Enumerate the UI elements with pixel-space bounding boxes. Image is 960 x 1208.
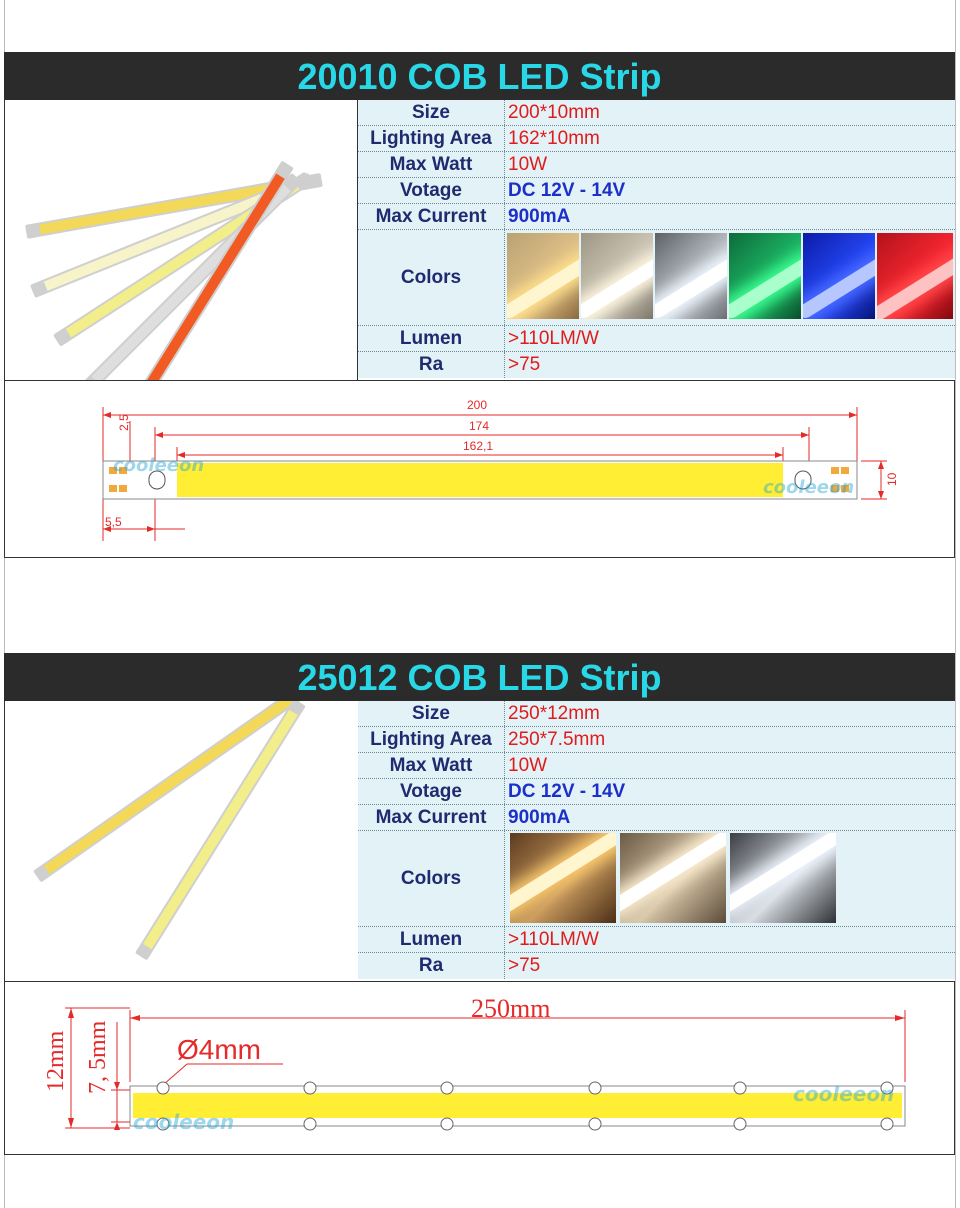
right-border-line bbox=[955, 0, 956, 1208]
spec-row-max-watt bbox=[358, 753, 955, 779]
product-photo bbox=[4, 701, 358, 981]
spec-value: 10W bbox=[508, 153, 548, 175]
color-swatch-warm-white bbox=[510, 833, 616, 923]
spec-label: Votage bbox=[358, 779, 505, 804]
spec-label: Lighting Area bbox=[358, 126, 505, 151]
product-section-25012 bbox=[4, 653, 955, 1155]
dim-label-height: 12mm bbox=[43, 1030, 69, 1092]
spec-label: Max Current bbox=[358, 805, 505, 830]
spec-value: DC 12V - 14V bbox=[508, 780, 626, 802]
spec-row-lighting-area bbox=[358, 727, 955, 753]
spec-label: Votage bbox=[358, 178, 505, 203]
spec-label: Lighting Area bbox=[358, 727, 505, 752]
spec-value: 900mA bbox=[508, 806, 571, 828]
dim-label-small-height: 2,5 bbox=[117, 414, 131, 431]
spec-row-voltage bbox=[358, 178, 955, 204]
spec-row-ra bbox=[358, 352, 955, 378]
spec-value: DC 12V - 14V bbox=[508, 179, 626, 201]
watermark-logo: cooleeon bbox=[793, 1082, 895, 1106]
spec-value: 10W bbox=[508, 754, 548, 776]
dim-label-length: 250mm bbox=[471, 994, 551, 1023]
strips-photo-graphic bbox=[5, 701, 359, 981]
spec-label: Max Watt bbox=[358, 753, 505, 778]
spec-row-voltage bbox=[358, 779, 955, 805]
dim-label-hole: Ø4mm bbox=[177, 1034, 261, 1065]
dim-label-inner: 174 bbox=[469, 419, 490, 433]
watermark-logo: cooleeon bbox=[113, 455, 205, 476]
color-swatch-cold-white bbox=[655, 233, 727, 319]
spec-label: Ra bbox=[358, 352, 505, 378]
spec-label: Max Watt bbox=[358, 152, 505, 177]
spec-value: 200*10mm bbox=[508, 101, 600, 123]
spec-value: >110LM/W bbox=[508, 928, 599, 950]
color-swatch-red bbox=[877, 233, 953, 319]
color-swatch-green bbox=[729, 233, 801, 319]
spec-row-ra bbox=[358, 953, 955, 979]
spec-value: 250*12mm bbox=[508, 702, 600, 724]
dim-label-inner-height: 7, 5mm bbox=[85, 1020, 111, 1094]
color-swatch-warm-white bbox=[507, 233, 579, 319]
spec-value: 250*7.5mm bbox=[508, 728, 606, 750]
spec-row-colors bbox=[358, 831, 955, 927]
spec-label: Max Current bbox=[358, 204, 505, 229]
spec-value: 162*10mm bbox=[508, 127, 600, 149]
spec-row-size bbox=[358, 100, 955, 126]
watermark-logo: cooleeon bbox=[763, 477, 855, 498]
color-swatch-blue bbox=[803, 233, 875, 319]
spec-value: >75 bbox=[508, 354, 541, 375]
dimension-drawing bbox=[4, 981, 955, 1155]
color-swatch-natural-white bbox=[581, 233, 653, 319]
spec-label: Colors bbox=[358, 230, 505, 325]
spec-value: >110LM/W bbox=[508, 327, 599, 349]
spec-row-max-watt bbox=[358, 152, 955, 178]
spec-row-colors bbox=[358, 230, 955, 326]
product-title: 20010 COB LED Strip bbox=[4, 52, 955, 100]
spec-label: Lumen bbox=[358, 326, 505, 351]
spec-row-max-current bbox=[358, 805, 955, 831]
spec-label: Size bbox=[358, 100, 505, 125]
color-swatch-natural-white bbox=[620, 833, 726, 923]
product-section-20010 bbox=[4, 52, 955, 558]
spec-row-lumen bbox=[358, 927, 955, 953]
watermark-logo: cooleeon bbox=[133, 1110, 235, 1134]
spec-label: Ra bbox=[358, 953, 505, 979]
spec-row-lumen bbox=[358, 326, 955, 352]
spec-row-size bbox=[358, 701, 955, 727]
product-title: 25012 COB LED Strip bbox=[4, 653, 955, 701]
dim-label-lighting: 162,1 bbox=[463, 439, 494, 453]
dim-label-overall: 200 bbox=[467, 398, 488, 412]
dimension-drawing bbox=[4, 380, 955, 558]
spec-label: Colors bbox=[358, 831, 505, 926]
spec-row-lighting-area bbox=[358, 126, 955, 152]
dim-label-edge: 5,5 bbox=[105, 515, 122, 529]
spec-value: >75 bbox=[508, 955, 541, 976]
spec-label: Lumen bbox=[358, 927, 505, 952]
dim-label-width: 10 bbox=[885, 472, 899, 486]
spec-label: Size bbox=[358, 701, 505, 726]
spec-row-max-current bbox=[358, 204, 955, 230]
spec-value: 900mA bbox=[508, 205, 571, 227]
color-swatch-cold-white bbox=[730, 833, 836, 923]
